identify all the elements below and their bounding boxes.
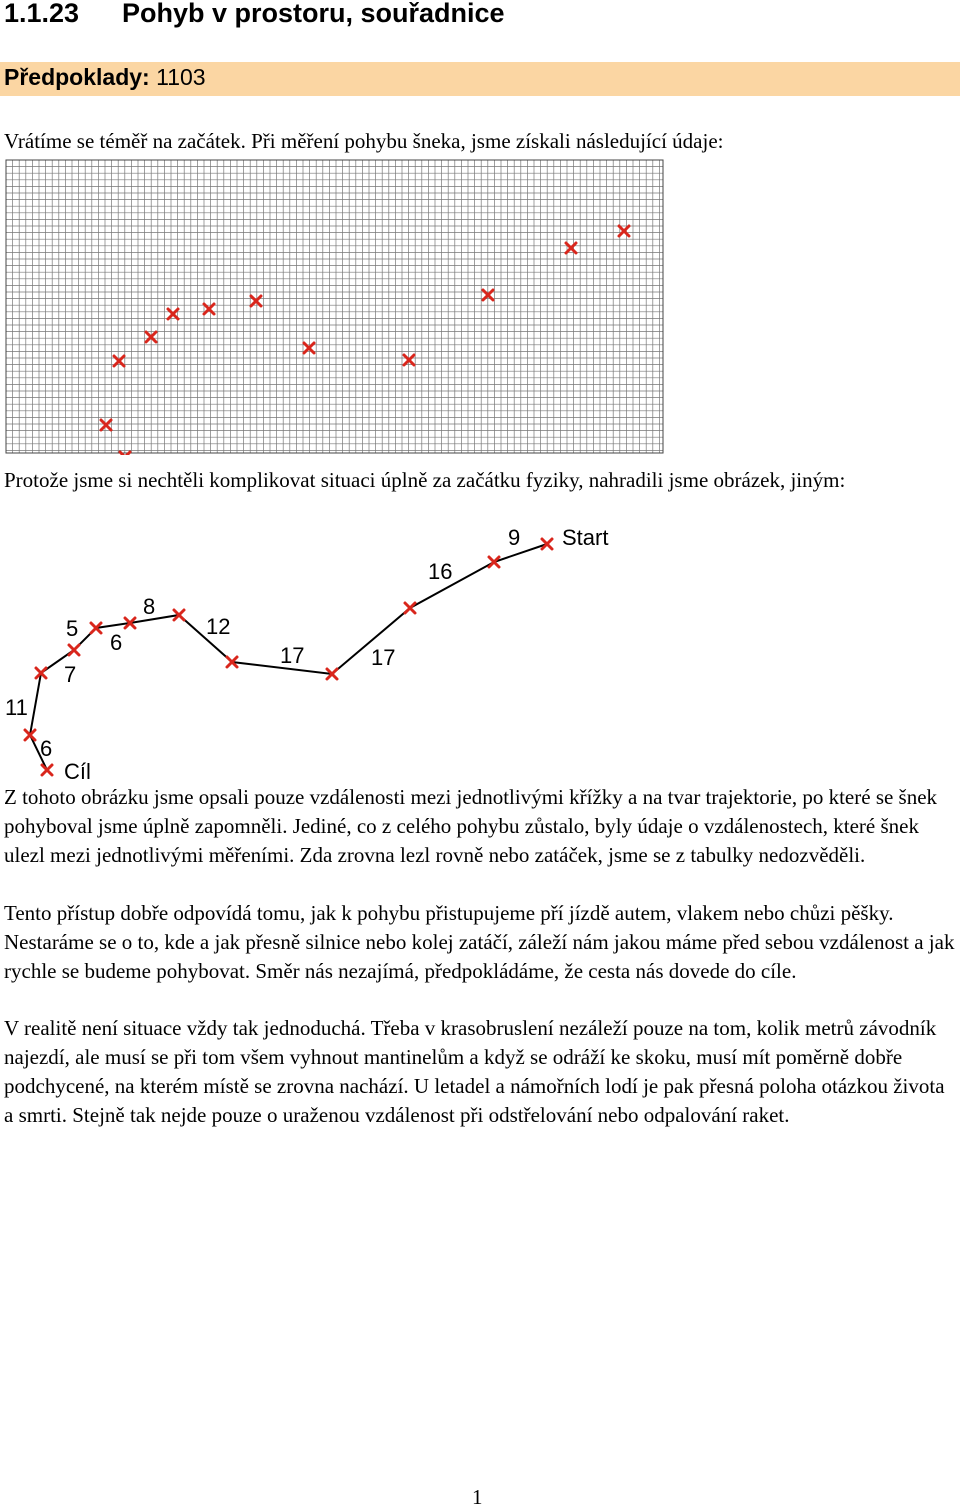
- cross-marker-icon: [489, 557, 499, 567]
- end-label: Cíl: [64, 759, 91, 784]
- cross-marker-icon: [404, 355, 414, 365]
- segment-distance-label: 11: [5, 695, 28, 720]
- reality-paragraph: V realitě není situace vždy tak jednoduchá. Třeba v krasobruslení nezáleží pouze na tom, kolik metrů závodník najezdí, ale musí se při tom všem vyhnout mantinelům a když se odráží ke skoku, musí mít poměrně dobře podchycené, na kterém místě se zrovna nachází. U letadel a námořních lodí je pak přesná poloha otázkou života a smrti. Stejně tak nejde pouze o uraženou vzdálenost při odstřelování nebo odpalování raket.: [4, 1016, 945, 1127]
- prerequisites-value: 1103: [156, 64, 206, 90]
- cross-marker-icon: [168, 309, 178, 319]
- segment-distance-label: 17: [371, 645, 396, 670]
- segment-distance-label: 9: [508, 525, 521, 550]
- page-title: [4, 0, 505, 29]
- measurement-grid-figure: [0, 155, 665, 455]
- replacement-paragraph: Protože jsme si nechtěli komplikovat situaci úplně za začátku fyziky, nahradili jsme obrázek, jiným:: [4, 468, 846, 492]
- section-number: 1.1.23: [4, 0, 80, 28]
- prerequisites-label: Předpoklady:: [4, 64, 150, 90]
- section-title: Pohyb v prostoru, souřadnice: [122, 0, 505, 28]
- trajectory-diagram: [0, 515, 660, 785]
- page-number: 1: [472, 1485, 483, 1509]
- start-label: Start: [562, 525, 609, 550]
- prerequisites: [4, 64, 206, 91]
- segment-distance-label: 6: [110, 630, 123, 655]
- cross-marker-icon: [566, 243, 576, 253]
- segment-distance-label: 5: [66, 616, 79, 641]
- segment-distance-label: 12: [206, 614, 231, 639]
- cross-marker-icon: [251, 296, 261, 306]
- cross-marker-icon: [405, 603, 415, 613]
- intro-paragraph: Vrátíme se téměř na začátek. Při měření pohybu šneka, jsme získali následující údaje:: [4, 129, 724, 153]
- approach-paragraph: Tento přístup dobře odpovídá tomu, jak k pohybu přistupujeme pří jízdě autem, vlakem nebo chůzi pěšky. Nestaráme se o to, kde a jak přesně silnice nebo kolej zatáčí, záleží nám jakou máme před sebou vzdálenost a jak rychle se budeme pohybovat. Směr nás nezajímá, předpokládáme, že cesta nás dovede do cíle.: [4, 901, 955, 983]
- grid-lines: [6, 160, 663, 453]
- cross-marker-icon: [619, 226, 629, 236]
- cross-marker-icon: [542, 539, 552, 549]
- grid-border: [6, 160, 663, 453]
- cross-marker-icon: [42, 765, 52, 775]
- segment-distance-label: 17: [280, 643, 305, 668]
- segment-distance-label: 6: [40, 736, 53, 761]
- segment-distance-label: 7: [64, 662, 77, 687]
- grid-markers: [101, 226, 629, 455]
- segment-distance-label: 16: [428, 559, 453, 584]
- cross-marker-icon: [69, 645, 79, 655]
- cross-marker-icon: [101, 420, 111, 430]
- segment-distance-label: 8: [143, 594, 156, 619]
- distances-paragraph: Z tohoto obrázku jsme opsali pouze vzdálenosti mezi jednotlivými křížky a na tvar trajektorie, po které se šnek pohyboval jsme úplně zapomněli. Jediné, co z celého pohybu zůstalo, byly údaje o vzdálenostech, které šnek ulezl mezi jednotlivými měřeními. Zda zrovna lezl rovně nebo zatáček, jsme se z tabulky nedozvěděli.: [4, 785, 938, 867]
